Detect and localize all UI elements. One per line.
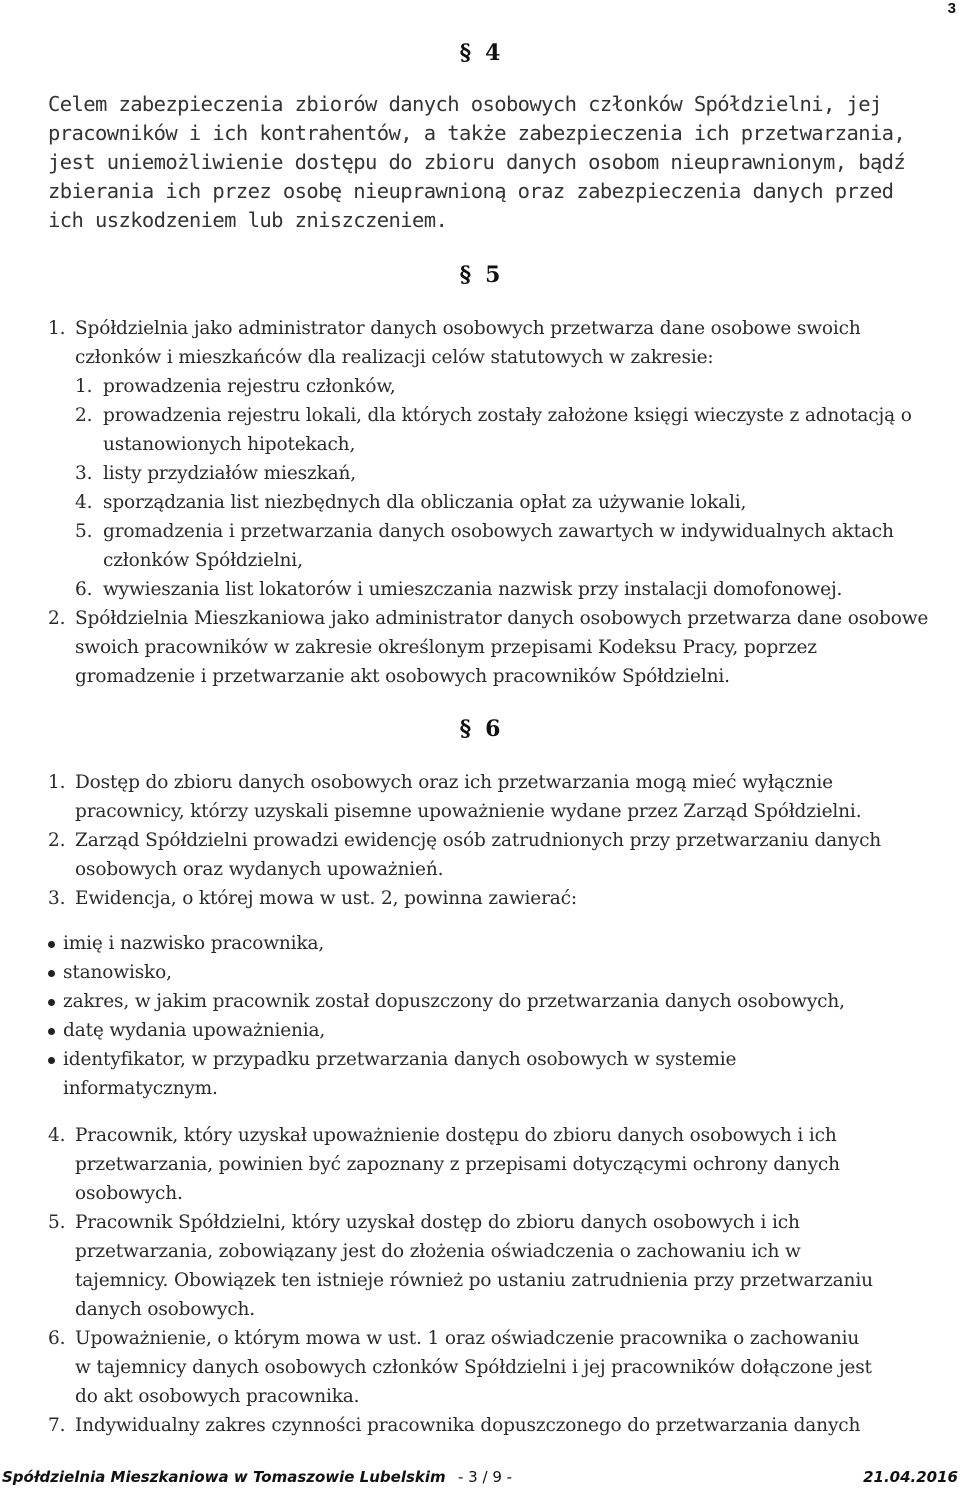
bullet-dot-icon xyxy=(48,1028,55,1035)
item-text: Ewidencja, o której mowa w ust. 2, powinna zawierać: xyxy=(75,888,577,909)
page-footer xyxy=(0,1468,960,1488)
sub-item-number: 5. xyxy=(75,521,93,542)
bullet-text: zakres, w jakim pracownik został dopuszczony do przetwarzania danych osobowych, xyxy=(63,991,845,1012)
page-number: 3 xyxy=(947,0,956,17)
list-item xyxy=(48,1121,878,1208)
sub-list-item xyxy=(75,372,938,401)
sub-list-item xyxy=(75,517,938,575)
item-number: 1. xyxy=(48,318,66,339)
item-text: Dostęp do zbioru danych osobowych oraz ich przetwarzania mogą mieć wyłącznie pracownicy, którzy uzyskali pisemne upoważnienie wydane przez Zarząd Spółdzielni. xyxy=(75,772,862,822)
list-item xyxy=(48,884,938,913)
sub-item-text: listy przydziałów mieszkań, xyxy=(103,463,356,484)
bullet-item xyxy=(48,1045,783,1103)
bullet-item xyxy=(48,1016,928,1045)
list-item xyxy=(48,768,938,826)
sub-item-text: gromadzenia i przetwarzania danych osobowych zawartych w indywidualnych aktach członków Spółdzielni, xyxy=(103,521,894,571)
list-item xyxy=(48,826,938,884)
item-text: Spółdzielnia Mieszkaniowa jako administrator danych osobowych przetwarza dane osobowe swoich pracowników w zakresie określonym przepisami Kodeksu Pracy, poprzez gromadzenie i przetwarzanie akt osobowych pracowników Spółdzielni. xyxy=(75,608,929,687)
bullet-item xyxy=(48,987,928,1016)
bullet-text: stanowisko, xyxy=(63,962,172,983)
bullet-dot-icon xyxy=(48,970,55,977)
item-number: 4. xyxy=(48,1125,66,1146)
sub-item-number: 1. xyxy=(75,376,93,397)
section-4-paragraph: Celem zabezpieczenia zbiorów danych osobowych członków Spółdzielni, jej pracowników i ich kontrahentów, a także zabezpieczenia ich przetwarzania, jest uniemożliwienie dostępu do zbioru danych osobom nieuprawnionym, bądź zbierania ich przez osobę nieuprawnioną oraz zabezpieczenia danych przed ich uszkodzeniem lub zniszczeniem. xyxy=(48,92,906,232)
bullet-text: imię i nazwisko pracownika, xyxy=(63,933,325,954)
item-number: 2. xyxy=(48,830,66,851)
sub-list-item xyxy=(75,488,938,517)
item-text: Indywidualny zakres czynności pracownika dopuszczonego do przetwarzania danych xyxy=(75,1415,861,1436)
section-symbol: § xyxy=(459,40,472,66)
section-number: 4 xyxy=(485,40,501,66)
sub-item-text: wywieszania list lokatorów i umieszczania nazwisk przy instalacji domofonowej. xyxy=(103,579,843,600)
item-text: Zarząd Spółdzielni prowadzi ewidencję osób zatrudnionych przy przetwarzaniu danych osobowych oraz wydanych upoważnień. xyxy=(75,830,882,880)
section-symbol: § xyxy=(459,262,472,288)
section-6-content-a xyxy=(48,768,938,913)
item-text: Pracownik, który uzyskał upoważnienie dostępu do zbioru danych osobowych i ich przetwarzania, powinien być zapoznany z przepisami dotyczącymi ochrony danych osobowych. xyxy=(75,1125,840,1204)
section-6-content-b xyxy=(48,1121,878,1440)
list-item xyxy=(48,1411,945,1440)
footer-organization: Spółdzielnia Mieszkaniowa w Tomaszowie Lubelskim xyxy=(2,1468,446,1486)
sub-list-item xyxy=(75,459,938,488)
list-item xyxy=(48,314,938,604)
bullet-dot-icon xyxy=(48,999,55,1006)
item-number: 2. xyxy=(48,608,66,629)
sub-list xyxy=(75,372,938,604)
sub-item-text: prowadzenia rejestru członków, xyxy=(103,376,396,397)
list-item xyxy=(48,1324,878,1411)
bullet-item xyxy=(48,958,928,987)
item-number: 6. xyxy=(48,1328,66,1349)
item-number: 1. xyxy=(48,772,66,793)
bullet-text: identyfikator, w przypadku przetwarzania danych osobowych w systemie informatycznym. xyxy=(63,1049,737,1099)
section-4-heading xyxy=(0,40,960,66)
item-number: 7. xyxy=(48,1415,66,1436)
item-number: 5. xyxy=(48,1212,66,1233)
section-number: 5 xyxy=(485,262,501,288)
section-symbol: § xyxy=(459,716,472,742)
section-number: 6 xyxy=(485,716,501,742)
footer-date: 21.04.2016 xyxy=(863,1468,958,1486)
section-6-heading xyxy=(0,716,960,742)
section-5-content xyxy=(48,314,938,691)
list-item xyxy=(48,604,938,691)
section-5-heading xyxy=(0,262,960,288)
item-text: Pracownik Spółdzielni, który uzyskał dostęp do zbioru danych osobowych i ich przetwarzania, zobowiązany jest do złożenia oświadczenia o zachowaniu ich w tajemnicy. Obowiązek ten istnieje również po ustaniu zatrudnienia przy przetwarzaniu danych osobowych. xyxy=(75,1212,873,1320)
item-text: Spółdzielnia jako administrator danych osobowych przetwarza dane osobowe swoich członków i mieszkańców dla realizacji celów statutowych w zakresie: xyxy=(75,318,861,368)
sub-item-number: 2. xyxy=(75,405,93,426)
bullet-list xyxy=(48,929,928,1103)
sub-list-item xyxy=(75,401,938,459)
sub-item-text: sporządzania list niezbędnych dla obliczania opłat za używanie lokali, xyxy=(103,492,747,513)
sub-item-number: 4. xyxy=(75,492,93,513)
item-number: 3. xyxy=(48,888,66,909)
bullet-dot-icon xyxy=(48,1057,55,1064)
sub-list-item xyxy=(75,575,938,604)
list-item xyxy=(48,1208,878,1324)
bullet-dot-icon xyxy=(48,941,55,948)
sub-item-number: 6. xyxy=(75,579,93,600)
sub-item-number: 3. xyxy=(75,463,93,484)
footer-page-count: - 3 / 9 - xyxy=(458,1468,513,1486)
sub-item-text: prowadzenia rejestru lokali, dla których zostały założone księgi wieczyste z adnotacją o ustanowionych hipotekach, xyxy=(103,405,912,455)
item-text: Upoważnienie, o którym mowa w ust. 1 oraz oświadczenie pracownika o zachowaniu w tajemnicy danych osobowych członków Spółdzielni i jej pracowników dołączone jest do akt osobowych pracownika. xyxy=(75,1328,872,1407)
bullet-text: datę wydania upoważnienia, xyxy=(63,1020,326,1041)
bullet-item xyxy=(48,929,928,958)
